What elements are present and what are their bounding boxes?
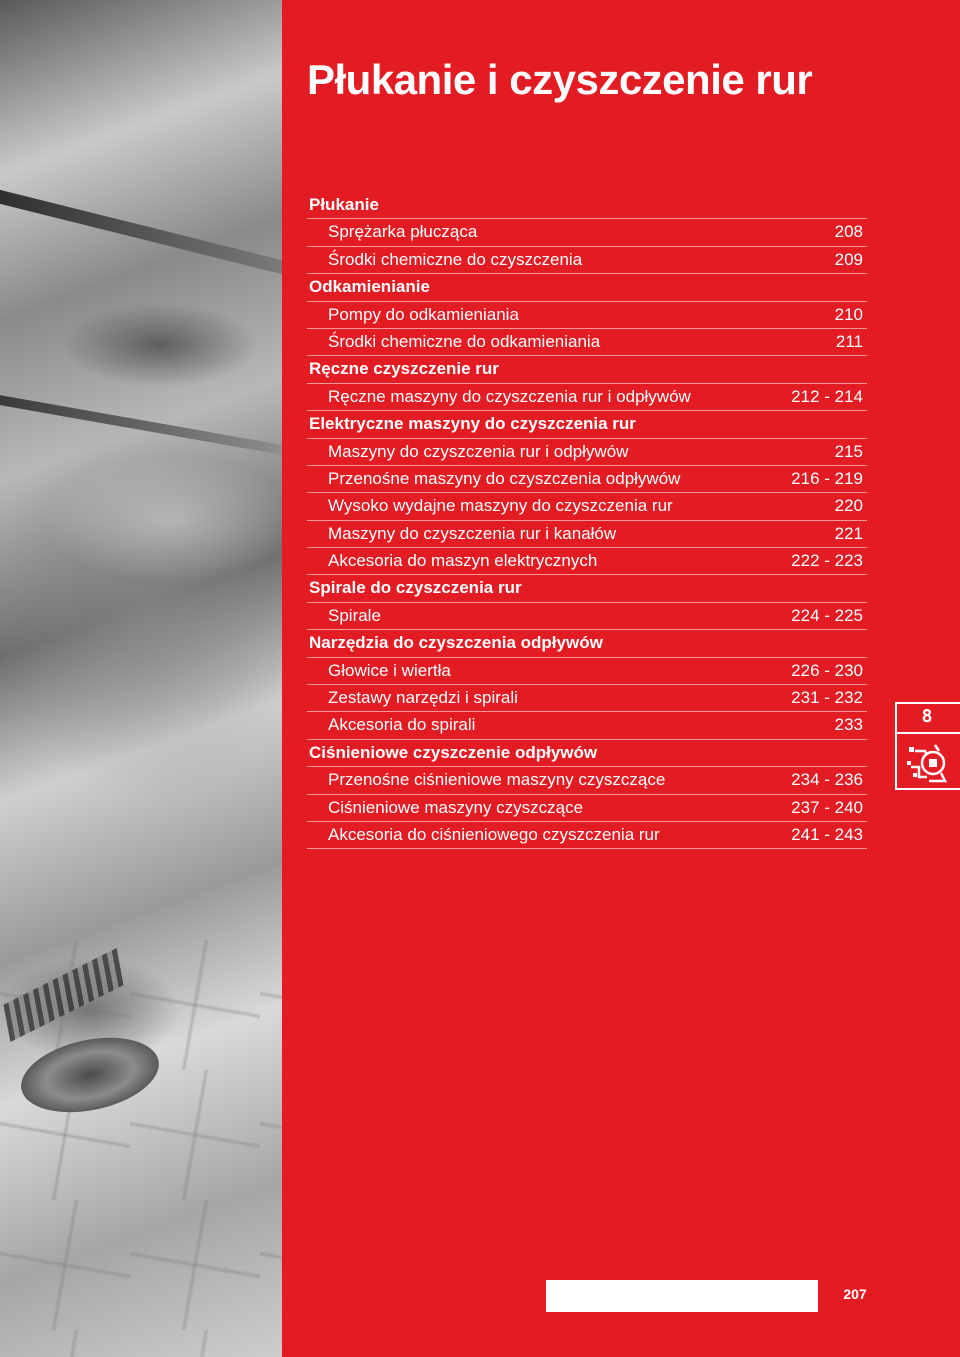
pipe-cleaning-machine-icon [905, 737, 951, 785]
toc-page-range: 226 - 230 [791, 660, 863, 680]
toc-entry[interactable] [307, 822, 867, 849]
toc-entry[interactable] [307, 685, 867, 712]
toc-page-range: 210 [834, 304, 863, 324]
toc-entry[interactable] [307, 302, 867, 329]
toc-label: Odkamienianie [309, 277, 430, 297]
page-title: Płukanie i czyszczenie rur [307, 56, 813, 103]
toc-entry[interactable] [307, 603, 867, 630]
toc-section-heading [307, 411, 867, 438]
toc-label: Akcesoria do spirali [328, 715, 476, 735]
toc-entry[interactable] [307, 767, 867, 794]
toc-entry[interactable] [307, 548, 867, 575]
steel-shelf-top [0, 190, 282, 274]
toc-entry[interactable] [307, 466, 867, 493]
chapter-tab[interactable] [895, 702, 960, 790]
toc-label: Wysoko wydajne maszyny do czyszczenia rur [328, 496, 673, 516]
table-of-contents [307, 192, 867, 849]
toc-label: Spirale [328, 605, 381, 625]
toc-page-range: 224 - 225 [791, 605, 863, 625]
toc-label: Ręczne czyszczenie rur [309, 359, 499, 379]
toc-label: Przenośne ciśnieniowe maszyny czyszczące [328, 770, 666, 790]
toc-page-range: 222 - 223 [791, 551, 863, 571]
toc-label: Sprężarka płucząca [328, 222, 478, 242]
toc-label: Ciśnieniowe maszyny czyszczące [328, 797, 584, 817]
toc-section-heading [307, 274, 867, 301]
toc-section-heading [307, 192, 867, 219]
toc-label: Pompy do odkamieniania [328, 304, 519, 324]
toc-page-range: 215 [834, 441, 863, 461]
toc-label: Ciśnieniowe czyszczenie odpływów [309, 742, 598, 762]
toc-page-range: 237 - 240 [791, 797, 863, 817]
toc-page-range: 231 - 232 [791, 688, 863, 708]
tab-divider [897, 732, 960, 734]
toc-label: Zestawy narzędzi i spirali [328, 688, 518, 708]
page-number: 207 [843, 1286, 867, 1302]
toc-label: Środki chemiczne do odkamieniania [328, 331, 601, 351]
toc-entry[interactable] [307, 493, 867, 520]
toc-label: Głowice i wiertła [328, 660, 451, 680]
toc-entry[interactable] [307, 384, 867, 411]
toc-label: Spirale do czyszczenia rur [309, 578, 522, 598]
toc-page-range: 241 - 243 [791, 824, 863, 844]
toc-label: Narzędzia do czyszczenia odpływów [309, 633, 603, 653]
toc-entry[interactable] [307, 658, 867, 685]
toc-page-range: 208 [834, 222, 863, 242]
toc-label: Akcesoria do ciśnieniowego czyszczenia rur [328, 824, 660, 844]
footer-bar [546, 1280, 818, 1312]
toc-page-range: 220 [834, 496, 863, 516]
toc-page-range: 216 - 219 [791, 468, 863, 488]
toc-label: Elektryczne maszyny do czyszczenia rur [309, 414, 636, 434]
toc-entry[interactable] [307, 712, 867, 739]
toc-page-range: 221 [834, 523, 863, 543]
toc-entry[interactable] [307, 521, 867, 548]
toc-section-heading [307, 575, 867, 602]
toc-label: Środki chemiczne do czyszczenia [328, 249, 583, 269]
toc-page-range: 234 - 236 [791, 770, 863, 790]
toc-label: Płukanie [309, 195, 379, 214]
toc-page-range: 211 [835, 331, 863, 351]
kitchen-photo [0, 0, 282, 1357]
toc-entry[interactable] [307, 329, 867, 356]
steel-shelf-middle [0, 395, 282, 455]
toc-entry[interactable] [307, 247, 867, 274]
chapter-number: 8 [921, 706, 933, 727]
toc-label: Akcesoria do maszyn elektrycznych [328, 551, 598, 571]
toc-entry[interactable] [307, 219, 867, 246]
toc-label: Ręczne maszyny do czyszczenia rur i odpływów [328, 386, 691, 406]
toc-label: Maszyny do czyszczenia rur i odpływów [328, 441, 629, 461]
toc-entry[interactable] [307, 439, 867, 466]
toc-page-range: 209 [834, 249, 863, 269]
toc-section-heading [307, 630, 867, 657]
toc-page-range: 212 - 214 [791, 386, 863, 406]
toc-entry[interactable] [307, 795, 867, 822]
toc-section-heading [307, 740, 867, 767]
toc-label: Maszyny do czyszczenia rur i kanałów [328, 523, 617, 543]
toc-section-heading [307, 356, 867, 383]
toc-page-range: 233 [834, 715, 863, 735]
toc-label: Przenośne maszyny do czyszczenia odpływów [328, 468, 681, 488]
